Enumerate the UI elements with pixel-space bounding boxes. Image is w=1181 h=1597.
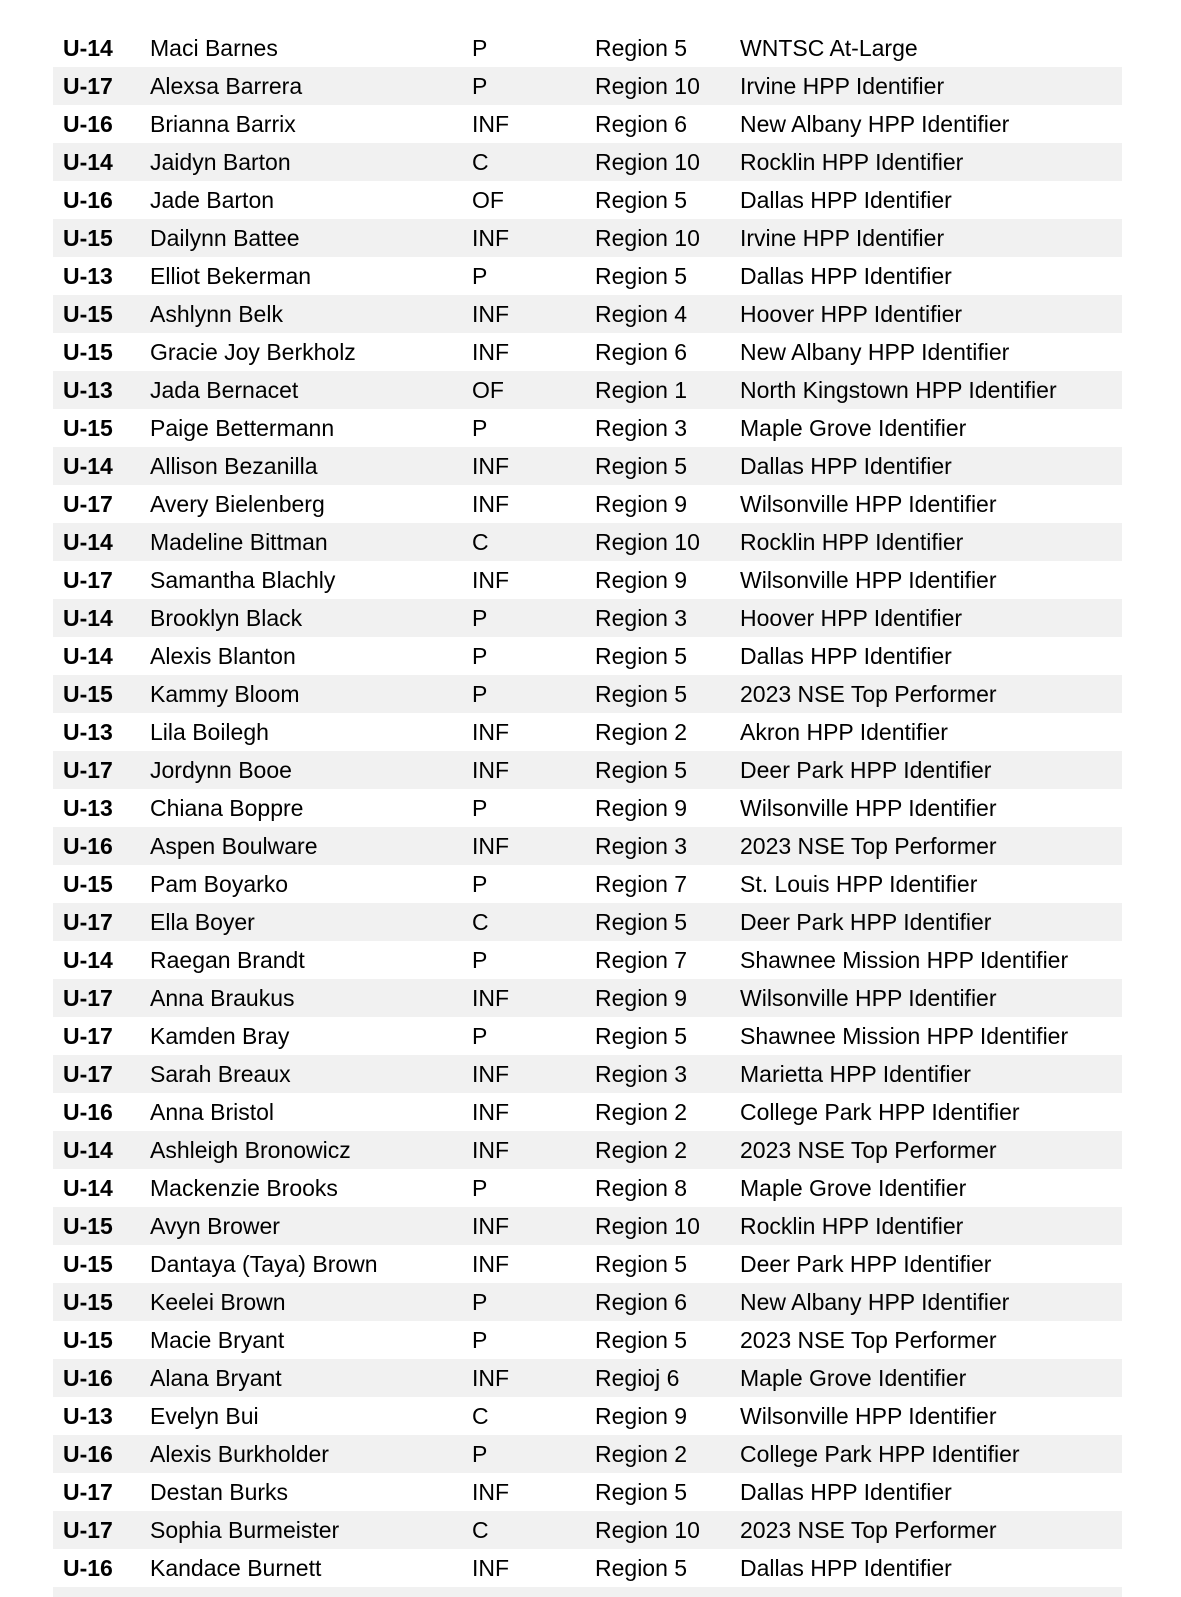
cell-region: Region 7 xyxy=(595,947,688,973)
cell-position: P xyxy=(472,643,488,669)
cell-position: P xyxy=(472,1289,488,1315)
cell-name: Mackenzie Brooks xyxy=(150,1175,338,1201)
cell-position: INF xyxy=(472,339,510,365)
cell-identifier: Irvine HPP Identifier xyxy=(740,225,945,251)
cell-age: U-17 xyxy=(63,1023,113,1049)
cell-region: Region 2 xyxy=(595,719,688,745)
cell-name: Brooklyn Black xyxy=(150,605,303,631)
cell-name: Raegan Brandt xyxy=(150,947,305,973)
cell-region: Region 5 xyxy=(595,1023,688,1049)
cell-name: Jordynn Booe xyxy=(150,757,292,783)
cell-identifier: St. Louis HPP Identifier xyxy=(740,871,978,897)
cell-name: Pam Boyarko xyxy=(150,871,289,897)
cell-position: P xyxy=(472,263,488,289)
cell-identifier: Deer Park HPP Identifier xyxy=(740,757,992,783)
cell-region: Region 10 xyxy=(595,73,700,99)
cell-name: Lila Boilegh xyxy=(150,719,269,745)
table-row xyxy=(53,1321,1122,1359)
cell-name: Dantaya (Taya) Brown xyxy=(150,1251,378,1277)
cell-identifier: Dallas HPP Identifier xyxy=(740,263,952,289)
cell-region: Region 10 xyxy=(595,149,700,175)
cell-region: Regioj 6 xyxy=(595,1365,680,1391)
cell-identifier: 2023 NSE Top Performer xyxy=(740,833,997,859)
cell-region: Region 3 xyxy=(595,833,688,859)
cell-age: U-14 xyxy=(63,453,113,479)
cell-region: Region 5 xyxy=(595,1327,688,1353)
cell-region: Region 3 xyxy=(595,605,688,631)
cell-name: Anna Bristol xyxy=(150,1099,275,1125)
cell-identifier: Rocklin HPP Identifier xyxy=(740,529,964,555)
cell-identifier: College Park HPP Identifier xyxy=(740,1441,1020,1467)
cell-region: Region 5 xyxy=(595,187,688,213)
cell-position: C xyxy=(472,529,489,555)
cell-identifier: 2023 NSE Top Performer xyxy=(740,1327,997,1353)
cell-position: INF xyxy=(472,1555,510,1581)
table-row xyxy=(53,1017,1122,1055)
table-row xyxy=(53,561,1122,599)
cell-position: INF xyxy=(472,985,510,1011)
cell-position: INF xyxy=(472,1099,510,1125)
cell-position: OF xyxy=(472,377,504,403)
cell-age: U-15 xyxy=(63,1251,113,1277)
cell-region: Region 8 xyxy=(595,1175,688,1201)
table-row xyxy=(53,903,1122,941)
cell-name: Alexsa Barrera xyxy=(150,73,303,99)
cell-region: Region 5 xyxy=(595,1555,688,1581)
table-row xyxy=(53,295,1122,333)
cell-age: U-16 xyxy=(63,1441,113,1467)
table-row xyxy=(53,1093,1122,1131)
cell-position: INF xyxy=(472,453,510,479)
cell-age: U-15 xyxy=(63,339,113,365)
cell-name: Brianna Barrix xyxy=(150,111,296,137)
cell-region: Region 9 xyxy=(595,491,688,517)
cell-region: Region 10 xyxy=(595,1213,700,1239)
cell-name: Chiana Boppre xyxy=(150,795,304,821)
cell-identifier: Deer Park HPP Identifier xyxy=(740,909,992,935)
cell-identifier: Akron HPP Identifier xyxy=(740,719,948,745)
cell-identifier: Rocklin HPP Identifier xyxy=(740,149,964,175)
table-row xyxy=(53,447,1122,485)
cell-position: INF xyxy=(472,567,510,593)
cell-age: U-16 xyxy=(63,1365,113,1391)
cell-region: Region 2 xyxy=(595,1099,688,1125)
table-row xyxy=(53,675,1122,713)
cell-region: Region 5 xyxy=(595,1251,688,1277)
cell-age: U-14 xyxy=(63,1137,113,1163)
cell-name: Kammy Bloom xyxy=(150,681,300,707)
cell-name: Jade Barton xyxy=(150,187,275,213)
cell-age: U-17 xyxy=(63,909,113,935)
cell-position: OF xyxy=(472,187,504,213)
cell-identifier: Dallas HPP Identifier xyxy=(740,1555,952,1581)
cell-age: U-14 xyxy=(63,149,113,175)
cell-identifier: Marietta HPP Identifier xyxy=(740,1061,971,1087)
cell-name: Sophia Burmeister xyxy=(150,1517,340,1543)
cell-position: INF xyxy=(472,1365,510,1391)
table-row xyxy=(53,67,1122,105)
cell-identifier: Maple Grove Identifier xyxy=(740,415,967,441)
cell-name: Kamden Bray xyxy=(150,1023,290,1049)
cell-identifier: Dallas HPP Identifier xyxy=(740,453,952,479)
cell-region: Region 6 xyxy=(595,339,688,365)
table-row xyxy=(53,143,1122,181)
cell-name: Ella Boyer xyxy=(150,909,255,935)
cell-name: Keelei Brown xyxy=(150,1289,286,1315)
table-row xyxy=(53,789,1122,827)
cell-identifier: Shawnee Mission HPP Identifier xyxy=(740,1023,1069,1049)
table-row xyxy=(53,257,1122,295)
cell-position: C xyxy=(472,149,489,175)
cell-identifier: Dallas HPP Identifier xyxy=(740,187,952,213)
table-row xyxy=(53,219,1122,257)
cell-age: U-16 xyxy=(63,187,113,213)
cell-age: U-16 xyxy=(63,1099,113,1125)
cell-region: Region 5 xyxy=(595,681,688,707)
cell-name: Ashlynn Belk xyxy=(150,301,283,327)
cell-identifier: North Kingstown HPP Identifier xyxy=(740,377,1057,403)
cell-identifier: Wilsonville HPP Identifier xyxy=(740,795,997,821)
cell-age: U-17 xyxy=(63,1517,113,1543)
cell-identifier: Dallas HPP Identifier xyxy=(740,643,952,669)
cell-age: U-14 xyxy=(63,605,113,631)
cell-region: Region 10 xyxy=(595,1517,700,1543)
cell-position: INF xyxy=(472,491,510,517)
cell-identifier: New Albany HPP Identifier xyxy=(740,339,1010,365)
table-row xyxy=(53,371,1122,409)
cell-name: Aspen Boulware xyxy=(150,833,318,859)
table-row xyxy=(53,979,1122,1017)
cell-position: INF xyxy=(472,1213,510,1239)
cell-region: Region 10 xyxy=(595,225,700,251)
cell-age: U-17 xyxy=(63,1479,113,1505)
cell-position: P xyxy=(472,795,488,821)
cell-identifier: Maple Grove Identifier xyxy=(740,1175,967,1201)
cell-identifier: Hoover HPP Identifier xyxy=(740,605,963,631)
cell-name: Alana Bryant xyxy=(150,1365,282,1391)
cell-position: INF xyxy=(472,757,510,783)
cell-name: Sarah Breaux xyxy=(150,1061,291,1087)
cell-region: Region 5 xyxy=(595,757,688,783)
cell-age: U-13 xyxy=(63,795,113,821)
cell-position: INF xyxy=(472,719,510,745)
cell-identifier: Wilsonville HPP Identifier xyxy=(740,1403,997,1429)
table-row xyxy=(53,751,1122,789)
cell-position: INF xyxy=(472,225,510,251)
cell-region: Region 5 xyxy=(595,1479,688,1505)
cell-name: Macie Bryant xyxy=(150,1327,285,1353)
cell-position: INF xyxy=(472,1479,510,1505)
cell-age: U-14 xyxy=(63,1175,113,1201)
table-row xyxy=(53,1473,1122,1511)
cell-age: U-14 xyxy=(63,947,113,973)
table-row xyxy=(53,409,1122,447)
cell-region: Region 9 xyxy=(595,1403,688,1429)
cell-name: Jada Bernacet xyxy=(150,377,299,403)
cell-region: Region 10 xyxy=(595,529,700,555)
cell-age: U-14 xyxy=(63,643,113,669)
table-row xyxy=(53,1207,1122,1245)
cell-name: Madeline Bittman xyxy=(150,529,328,555)
table-row xyxy=(53,1245,1122,1283)
table-row xyxy=(53,1397,1122,1435)
cell-name: Elliot Bekerman xyxy=(150,263,312,289)
cell-identifier: Irvine HPP Identifier xyxy=(740,73,945,99)
cell-name: Evelyn Bui xyxy=(150,1403,259,1429)
cell-identifier: College Park HPP Identifier xyxy=(740,1099,1020,1125)
table-row xyxy=(53,1131,1122,1169)
cell-region: Region 5 xyxy=(595,263,688,289)
cell-region: Region 4 xyxy=(595,301,688,327)
cell-position: C xyxy=(472,1517,489,1543)
cell-identifier: New Albany HPP Identifier xyxy=(740,1289,1010,1315)
table-row xyxy=(53,637,1122,675)
table-row xyxy=(53,599,1122,637)
cell-position: P xyxy=(472,681,488,707)
cell-name: Avyn Brower xyxy=(150,1213,280,1239)
cell-position: P xyxy=(472,605,488,631)
cell-name: Anna Braukus xyxy=(150,985,295,1011)
cell-age: U-16 xyxy=(63,111,113,137)
table-row-partial xyxy=(53,1587,1122,1597)
cell-age: U-15 xyxy=(63,301,113,327)
cell-position: C xyxy=(472,1403,489,1429)
cell-age: U-17 xyxy=(63,567,113,593)
table-row xyxy=(53,1511,1122,1549)
cell-position: INF xyxy=(472,301,510,327)
table-row xyxy=(53,1283,1122,1321)
cell-age: U-15 xyxy=(63,1289,113,1315)
cell-position: INF xyxy=(472,833,510,859)
cell-name: Gracie Joy Berkholz xyxy=(150,339,356,365)
cell-region: Region 7 xyxy=(595,871,688,897)
cell-position: P xyxy=(472,1441,488,1467)
cell-age: U-15 xyxy=(63,1327,113,1353)
cell-age: U-15 xyxy=(63,681,113,707)
cell-identifier: Deer Park HPP Identifier xyxy=(740,1251,992,1277)
table-row xyxy=(53,1359,1122,1397)
cell-position: INF xyxy=(472,111,510,137)
cell-name: Ashleigh Bronowicz xyxy=(150,1137,351,1163)
cell-age: U-15 xyxy=(63,225,113,251)
cell-age: U-15 xyxy=(63,415,113,441)
cell-name: Kandace Burnett xyxy=(150,1555,322,1581)
table-row xyxy=(53,827,1122,865)
table-row xyxy=(53,941,1122,979)
cell-age: U-13 xyxy=(63,1403,113,1429)
table-row xyxy=(53,1435,1122,1473)
cell-region: Region 1 xyxy=(595,377,688,403)
cell-name: Avery Bielenberg xyxy=(150,491,325,517)
cell-region: Region 2 xyxy=(595,1441,688,1467)
cell-position: P xyxy=(472,1023,488,1049)
cell-identifier: Rocklin HPP Identifier xyxy=(740,1213,964,1239)
cell-position: P xyxy=(472,73,488,99)
cell-name: Allison Bezanilla xyxy=(150,453,318,479)
cell-position: INF xyxy=(472,1251,510,1277)
table-row xyxy=(53,1055,1122,1093)
table-row xyxy=(53,333,1122,371)
cell-region: Region 3 xyxy=(595,415,688,441)
cell-region: Region 9 xyxy=(595,795,688,821)
table-row xyxy=(53,29,1122,67)
table-row xyxy=(53,713,1122,751)
cell-name: Samantha Blachly xyxy=(150,567,336,593)
table-row xyxy=(53,1169,1122,1207)
cell-age: U-16 xyxy=(63,833,113,859)
cell-age: U-15 xyxy=(63,871,113,897)
cell-region: Region 2 xyxy=(595,1137,688,1163)
table-row xyxy=(53,865,1122,903)
cell-region: Region 9 xyxy=(595,567,688,593)
cell-region: Region 6 xyxy=(595,111,688,137)
cell-region: Region 5 xyxy=(595,909,688,935)
cell-identifier: 2023 NSE Top Performer xyxy=(740,1137,997,1163)
table-row xyxy=(53,485,1122,523)
cell-identifier: Wilsonville HPP Identifier xyxy=(740,985,997,1011)
cell-age: U-17 xyxy=(63,985,113,1011)
cell-age: U-17 xyxy=(63,1061,113,1087)
cell-position: INF xyxy=(472,1061,510,1087)
cell-region: Region 5 xyxy=(595,643,688,669)
table-row xyxy=(53,1549,1122,1587)
cell-name: Jaidyn Barton xyxy=(150,149,291,175)
cell-name: Dailynn Battee xyxy=(150,225,300,251)
cell-name: Alexis Blanton xyxy=(150,643,296,669)
cell-identifier: Hoover HPP Identifier xyxy=(740,301,963,327)
cell-age: U-17 xyxy=(63,491,113,517)
cell-identifier: Shawnee Mission HPP Identifier xyxy=(740,947,1069,973)
cell-age: U-13 xyxy=(63,719,113,745)
cell-identifier: Maple Grove Identifier xyxy=(740,1365,967,1391)
cell-position: INF xyxy=(472,1137,510,1163)
cell-region: Region 5 xyxy=(595,453,688,479)
cell-identifier: New Albany HPP Identifier xyxy=(740,111,1010,137)
cell-position: P xyxy=(472,871,488,897)
cell-age: U-17 xyxy=(63,757,113,783)
cell-region: Region 5 xyxy=(595,35,688,61)
cell-region: Region 6 xyxy=(595,1289,688,1315)
cell-age: U-16 xyxy=(63,1555,113,1581)
cell-position: P xyxy=(472,947,488,973)
cell-position: P xyxy=(472,1175,488,1201)
cell-region: Region 3 xyxy=(595,1061,688,1087)
cell-position: P xyxy=(472,415,488,441)
cell-position: P xyxy=(472,35,488,61)
cell-position: P xyxy=(472,1327,488,1353)
table-row xyxy=(53,523,1122,561)
cell-age: U-15 xyxy=(63,1213,113,1239)
cell-age: U-17 xyxy=(63,73,113,99)
cell-age: U-13 xyxy=(63,377,113,403)
cell-name: Paige Bettermann xyxy=(150,415,335,441)
player-roster-table xyxy=(53,29,1122,1587)
cell-name: Maci Barnes xyxy=(150,35,278,61)
cell-position: C xyxy=(472,909,489,935)
table-row xyxy=(53,181,1122,219)
cell-identifier: Wilsonville HPP Identifier xyxy=(740,567,997,593)
cell-identifier: 2023 NSE Top Performer xyxy=(740,1517,997,1543)
cell-identifier: Dallas HPP Identifier xyxy=(740,1479,952,1505)
cell-name: Destan Burks xyxy=(150,1479,289,1505)
cell-age: U-14 xyxy=(63,35,113,61)
cell-identifier: WNTSC At-Large xyxy=(740,35,918,61)
cell-name: Alexis Burkholder xyxy=(150,1441,329,1467)
cell-region: Region 9 xyxy=(595,985,688,1011)
cell-identifier: 2023 NSE Top Performer xyxy=(740,681,997,707)
cell-identifier: Wilsonville HPP Identifier xyxy=(740,491,997,517)
cell-age: U-13 xyxy=(63,263,113,289)
cell-age: U-14 xyxy=(63,529,113,555)
table-row xyxy=(53,105,1122,143)
